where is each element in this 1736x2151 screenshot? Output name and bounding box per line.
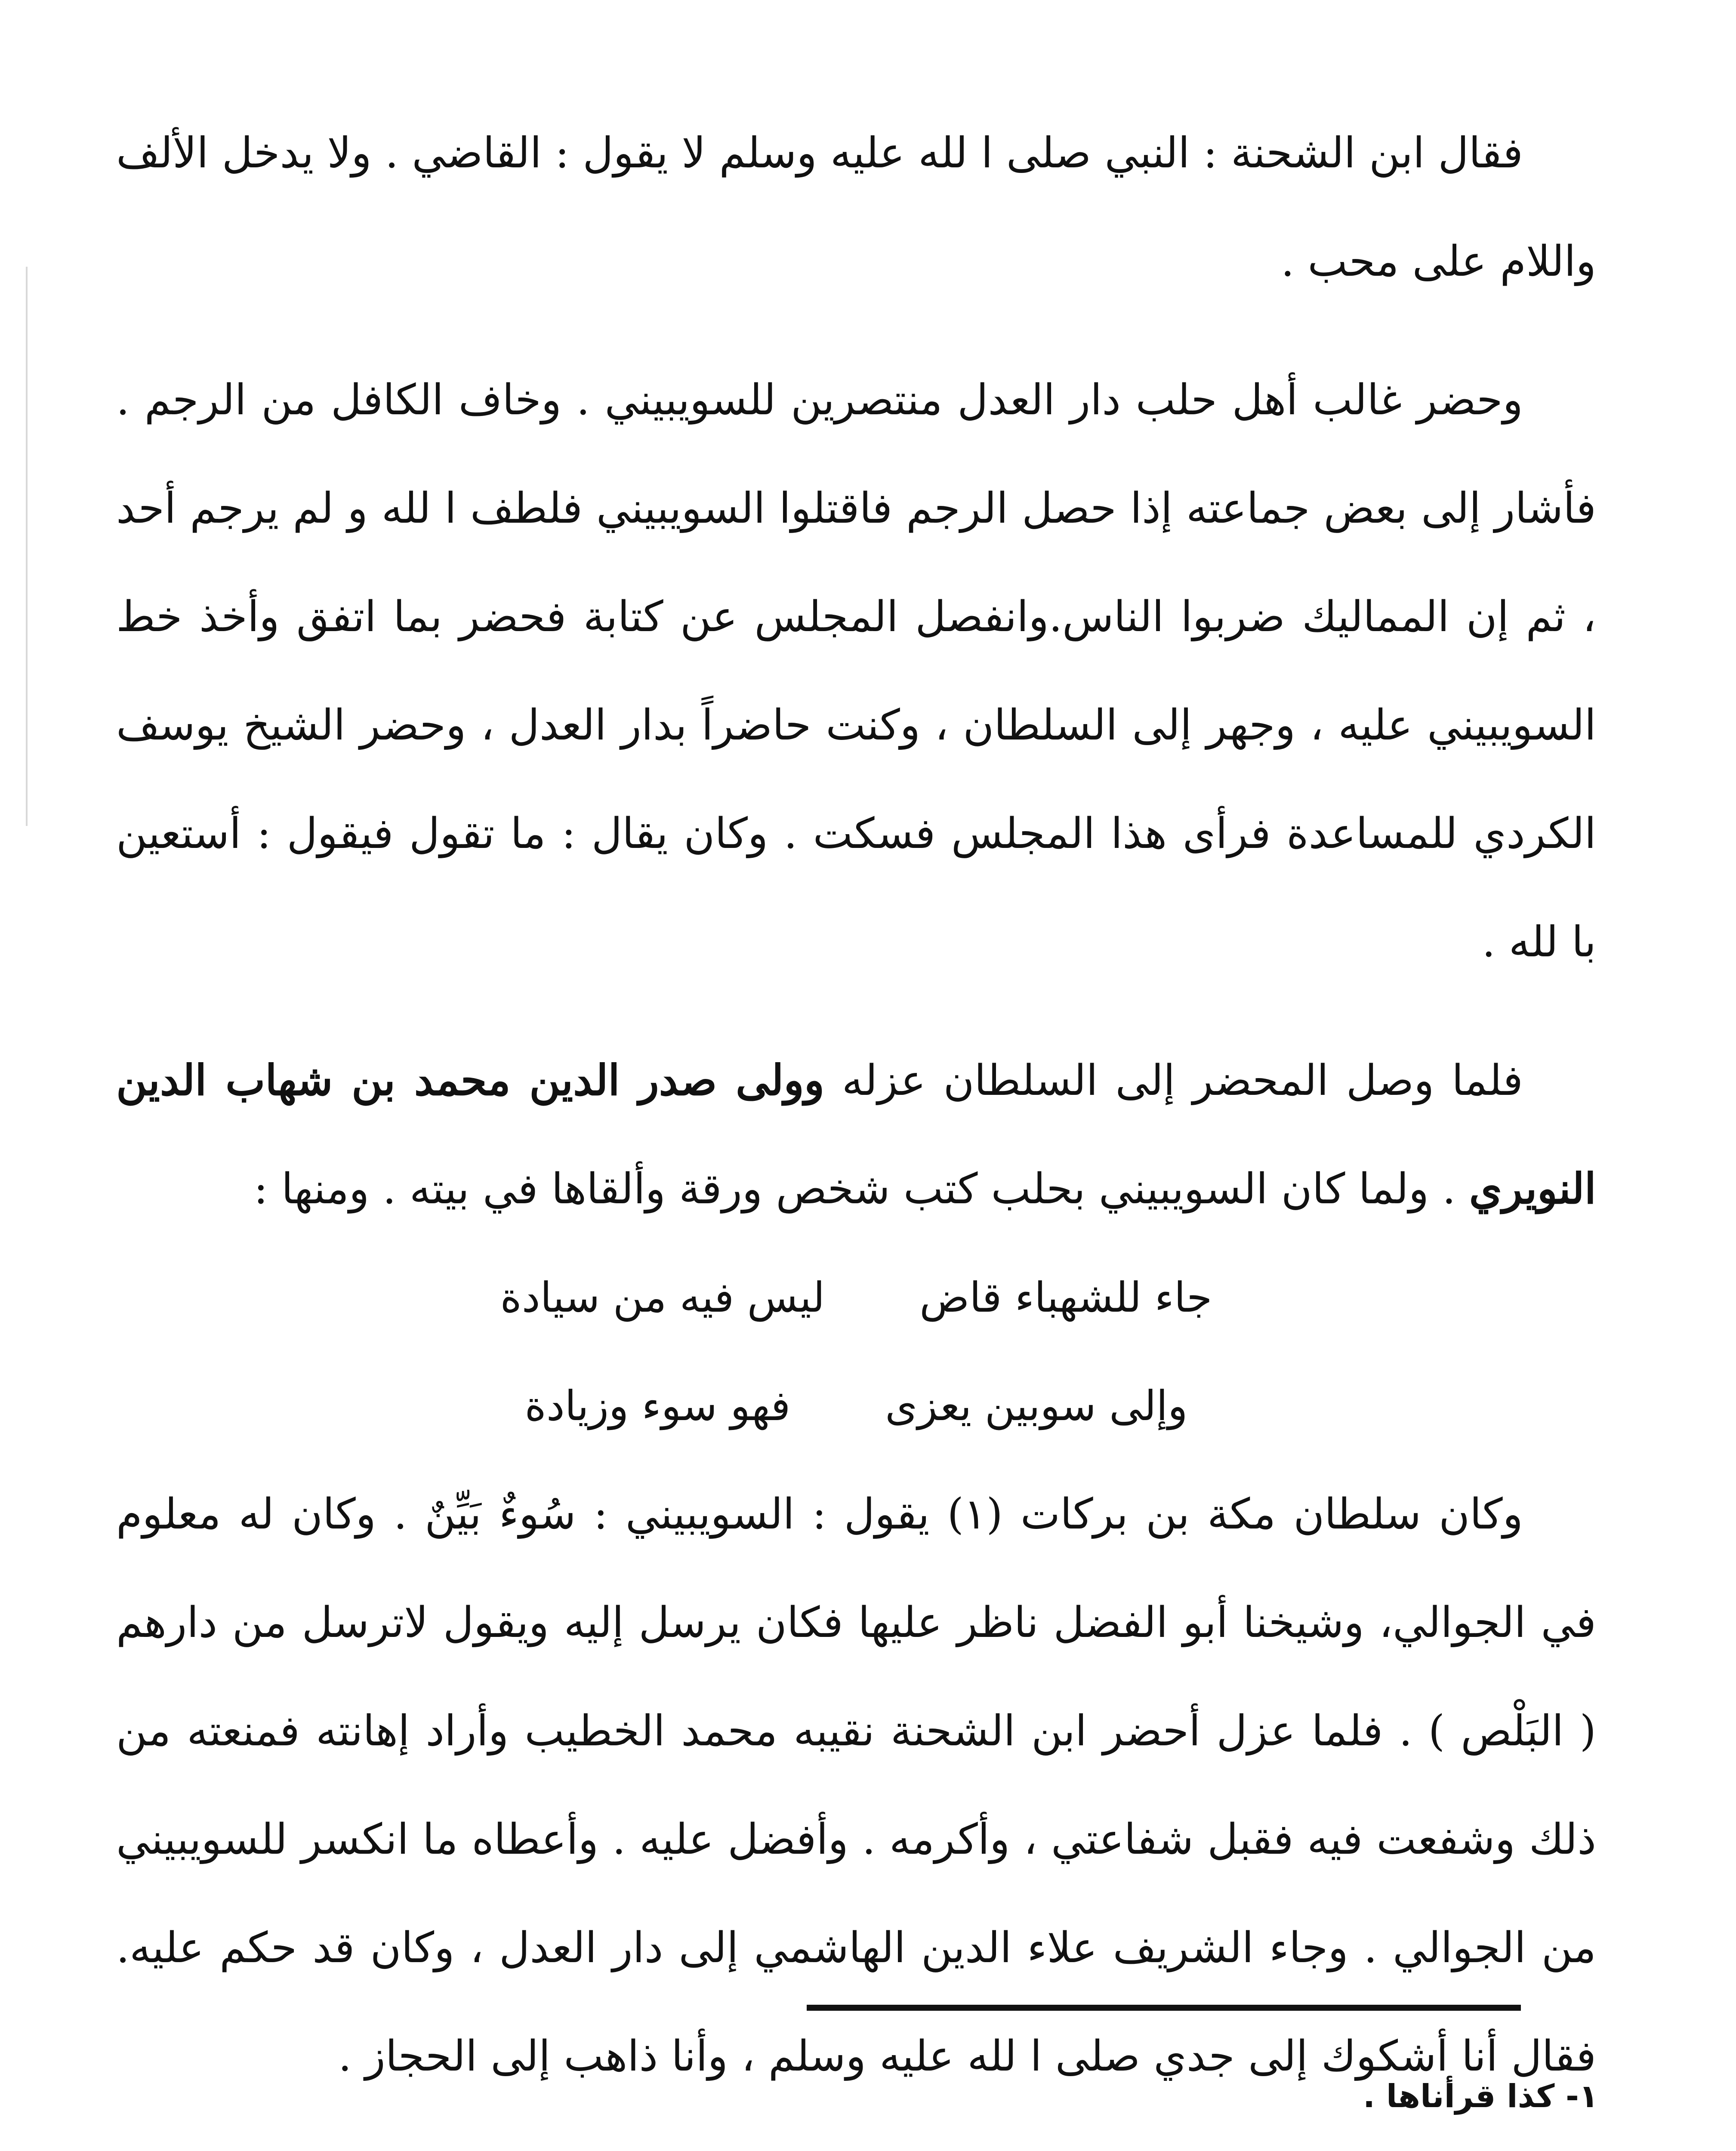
- paragraph-2: وحضر غالب أهل حلب دار العدل منتصرين للسويبيني . وخاف الكافل من الرجم . فأشار إلى بعض جماعته إذا حصل الرجم فاقتلوا السويبيني فلطف ا لله و لم يرجم أحد ، ثم إن المماليك ضربوا الناس.وانفصل المجلس عن كتابة فحضر بما اتفق وأخذ خط السويبيني عليه ، وجهر إلى السلطان ، وكنت حاضراً بدار العدل ، وحضر الشيخ يوسف الكردي للمساعدة فرأى هذا المجلس فسكت . وكان يقال : ما تقول فيقول : أستعين با لله .: [116, 376, 1596, 967]
- verse-line-1: [116, 1243, 1596, 1352]
- main-text: [116, 99, 1596, 2141]
- paragraph-4: وكان سلطان مكة بن بركات (١) يقول : السويبيني : سُوءٌ بَيِّنٌ . وكان له معلوم في الجوالي، وشيخنا أبو الفضل ناظر عليها فكان يرسل إليه ويقول لاترسل من دارهم ( البَلْص ) . فلما عزل أحضر ابن الشحنة نقيبه محمد الخطيب وأراد إهانته فمنعته من ذلك وشفعت فيه فقبل شفاعتي ، وأكرمه . وأفضل عليه . وأعطاه ما انكسر للسويبيني من الجوالي . وجاء الشريف علاء الدين الهاشمي إلى دار العدل ، وكان قد حكم عليه. فقال أنا أشكوك إلى جدي صلى ا لله عليه وسلم ، وأنا ذاهب إلى الحجاز .: [116, 1490, 1597, 2081]
- paragraph-3-after: . ولما كان السويبيني بحلب كتب شخص ورقة وألقاها في بيته . ومنها :: [253, 1165, 1469, 1214]
- paragraph-1: فقال ابن الشحنة : النبي صلى ا لله عليه وسلم لا يقول : القاضي . ولا يدخل الألف واللام على محب .: [116, 129, 1596, 286]
- verse-1-left-hemistich: ليس فيه من سيادة: [500, 1273, 825, 1322]
- scan-edge-mark: [26, 267, 28, 826]
- verse-2-left-hemistich: فهو سوء وزيادة: [524, 1382, 791, 1430]
- paragraph-3-before: فلما وصل المحضر إلى السلطان عزله: [824, 1056, 1523, 1105]
- verse-2-right-hemistich: وإلى سوبين يعزى: [885, 1382, 1188, 1430]
- footnote-separator: [807, 2005, 1521, 2011]
- paragraph-3-bold-name: وولى صدر الدين محمد بن شهاب الدين النويري: [116, 1056, 1596, 1214]
- paragraph-3: [116, 1026, 1596, 1243]
- verse-line-2: [116, 1352, 1596, 1460]
- footnote: ١- كذا قرأناها .: [1363, 2078, 1598, 2115]
- verse-1-right-hemistich: جاء للشهباء قاض: [919, 1273, 1212, 1322]
